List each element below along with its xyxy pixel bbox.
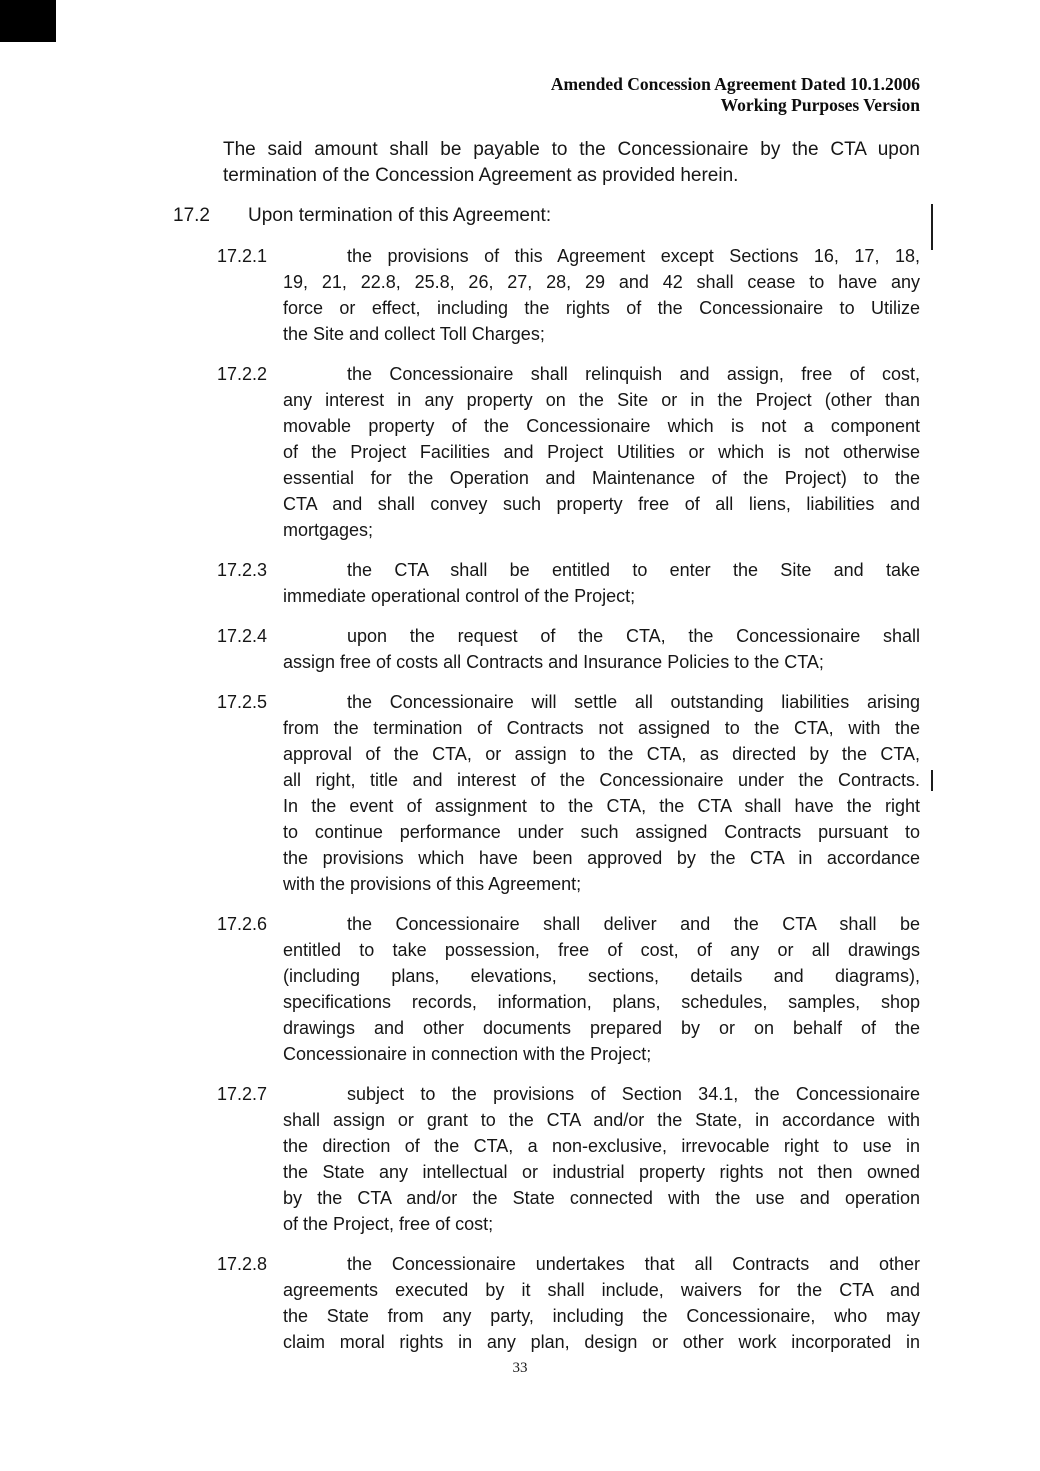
scan-artifact-corner [0,0,56,42]
text-line: with the provisions of this Agreement; [283,874,582,894]
text-line: of the Project, free of cost; [283,1214,494,1234]
text-line: essential for the Operation and Maintenance of the Project) to the [283,468,920,488]
document-body [0,137,1040,1355]
header-title: Amended Concession Agreement Dated 10.1.2006 [550,74,920,94]
subsection-number: 17.2.3 [217,560,268,580]
subsection-number: 17.2.8 [217,1254,268,1274]
document-header [551,74,920,116]
text-line: the Concessionaire shall deliver and the CTA shall be [347,914,920,934]
subsection-17-2-2 [217,361,920,543]
text-line: from the termination of Contracts not assigned to the CTA, with the [283,718,920,738]
subsection-17-2-7 [217,1081,920,1237]
text-line: the Concessionaire undertakes that all Contracts and other [347,1254,920,1274]
text-line: the provisions which have been approved by the CTA in accordance [283,848,920,868]
subsection-17-2-8 [217,1251,920,1355]
subsection-17-2-5 [217,689,920,897]
text-line: to continue performance under such assigned Contracts pursuant to [283,822,920,842]
text-line: claim moral rights in any plan, design or other work incorporated in [283,1332,920,1352]
text-line: In the event of assignment to the CTA, the CTA shall have the right [283,796,920,816]
text-line: CTA and shall convey such property free of all liens, liabilities and [283,494,920,514]
section-heading [173,203,1040,229]
section-number: 17.2 [173,205,210,226]
text-line: subject to the provisions of Section 34.1, the Concessionaire [347,1084,920,1104]
subsection-text [283,911,920,1067]
text-line: approval of the CTA, or assign to the CTA, as directed by the CTA, [283,744,920,764]
text-line: the State from any party, including the Concessionaire, who may [283,1306,920,1326]
subsection-number: 17.2.4 [217,626,268,646]
text-line: drawings and other documents prepared by or on behalf of the [283,1018,920,1038]
page-number: 33 [512,1360,528,1376]
subsection-17-2-6 [217,911,920,1067]
subsection-number: 17.2.2 [217,364,268,384]
text-line: Concessionaire in connection with the Project; [283,1044,652,1064]
subsection-17-2-4 [217,623,920,675]
text-line: the Concessionaire shall relinquish and assign, free of cost, [347,364,920,384]
text-line: termination of the Concession Agreement as provided herein. [223,165,739,186]
subsection-text [283,623,920,675]
text-line: 19, 21, 22.8, 25.8, 26, 27, 28, 29 and 42 shall cease to have any [283,272,920,292]
text-line: all right, title and interest of the Concessionaire under the Contracts. [283,770,920,790]
text-line: the Site and collect Toll Charges; [283,324,545,344]
text-line: movable property of the Concessionaire which is not a component [283,416,920,436]
text-line: shall assign or grant to the CTA and/or the State, in accordance with [283,1110,920,1130]
subsection-17-2-3 [217,557,920,609]
text-line: force or effect, including the rights of the Concessionaire to Utilize [283,298,920,318]
text-line: by the CTA and/or the State connected with the use and operation [283,1188,920,1208]
header-subtitle: Working Purposes Version [720,95,920,115]
subsection-number: 17.2.7 [217,1084,268,1104]
text-line: of the Project Facilities and Project Utilities or which is not otherwise [283,442,920,462]
text-line: immediate operational control of the Project; [283,586,636,606]
text-line: the CTA shall be entitled to enter the Site and take [347,560,920,580]
text-line: specifications records, information, plans, schedules, samples, shop [283,992,920,1012]
subsection-number: 17.2.1 [217,246,268,266]
text-line: entitled to take possession, free of cost, of any or all drawings [283,940,920,960]
revision-mark [931,770,933,791]
subsection-text [283,689,920,897]
text-line: assign free of costs all Contracts and Insurance Policies to the CTA; [283,652,824,672]
subsection-text [283,557,920,609]
text-line: the Concessionaire will settle all outstanding liabilities arising [347,692,920,712]
text-line: the provisions of this Agreement except Sections 16, 17, 18, [347,246,920,266]
subsection-text [283,361,920,543]
text-line: mortgages; [283,520,374,540]
revision-mark [931,204,933,250]
subsection-number: 17.2.6 [217,914,268,934]
text-line: (including plans, elevations, sections, details and diagrams), [283,966,920,986]
text-line: the State any intellectual or industrial property rights not then owned [283,1162,920,1182]
subsection-text [283,1251,920,1355]
subsection-17-2-1 [217,243,920,347]
text-line: upon the request of the CTA, the Concessionaire shall [347,626,920,646]
text-line: The said amount shall be payable to the Concessionaire by the CTA upon [223,139,920,160]
subsection-text [283,1081,920,1237]
subsection-number: 17.2.5 [217,692,268,712]
text-line: the direction of the CTA, a non-exclusive, irrevocable right to use in [283,1136,920,1156]
subsection-text [283,243,920,347]
section-title: Upon termination of this Agreement: [248,205,552,226]
intro-paragraph [223,137,920,189]
text-line: any interest in any property on the Site or in the Project (other than [283,390,920,410]
text-line: agreements executed by it shall include, waivers for the CTA and [283,1280,920,1300]
